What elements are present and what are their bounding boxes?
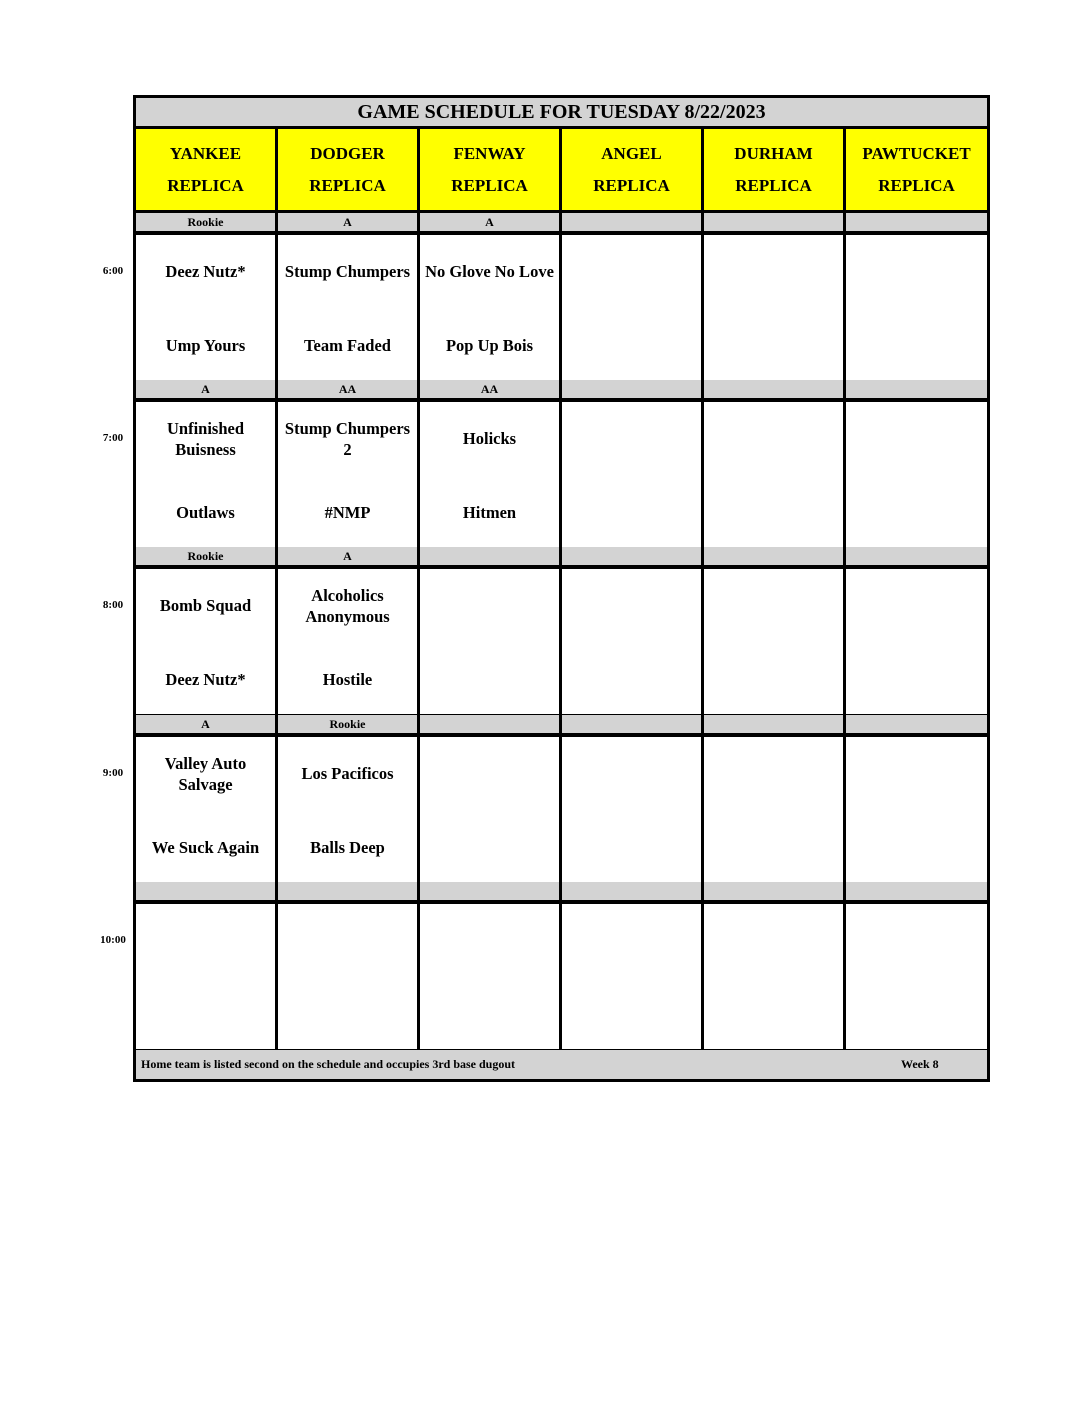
division-label <box>846 213 987 231</box>
away-team <box>422 569 557 642</box>
home-team <box>564 642 699 717</box>
away-team <box>422 904 557 977</box>
home-team <box>564 308 699 383</box>
away-team: Los Pacificos <box>301 764 394 783</box>
home-team <box>706 475 841 550</box>
game-cell <box>420 737 559 882</box>
away-team: Alcoholics Anonymous <box>305 585 390 626</box>
division-label: A <box>136 380 275 398</box>
division-label <box>562 547 701 565</box>
home-team-note: Home team is listed second on the schedule and occupies 3rd base dugout <box>141 1057 516 1071</box>
field-name: ANGEL <box>601 143 662 163</box>
division-label <box>562 882 701 900</box>
time-label: 8:00 <box>102 599 124 611</box>
game-cell <box>420 235 559 380</box>
home-team <box>848 308 985 383</box>
away-team <box>848 904 985 977</box>
home-team <box>848 642 985 717</box>
field-header-dodger <box>278 129 417 210</box>
game-cell <box>278 904 417 1049</box>
away-team <box>138 904 273 977</box>
division-label <box>420 882 559 900</box>
division-label <box>420 715 559 733</box>
away-team: Valley Auto Salvage <box>164 753 247 794</box>
away-team <box>706 235 841 308</box>
game-cell <box>704 402 843 547</box>
game-cell <box>136 569 275 714</box>
away-team <box>422 737 557 810</box>
division-label: AA <box>420 380 559 398</box>
game-cell <box>704 569 843 714</box>
game-cell <box>136 402 275 547</box>
away-team <box>564 402 699 475</box>
game-cell <box>278 402 417 547</box>
away-team: No Glove No Love <box>425 262 554 281</box>
away-team <box>706 402 841 475</box>
game-cell <box>278 569 417 714</box>
schedule-grid <box>133 95 990 1082</box>
away-team <box>564 569 699 642</box>
home-team <box>706 977 841 1052</box>
home-team <box>848 810 985 885</box>
home-team <box>848 475 985 550</box>
home-team <box>422 810 557 885</box>
home-team <box>848 977 985 1052</box>
game-cell <box>562 904 701 1049</box>
home-team: We Suck Again <box>151 838 260 857</box>
home-team: Hostile <box>322 670 373 689</box>
home-team <box>706 308 841 383</box>
away-team: Stump Chumpers 2 <box>284 418 411 459</box>
home-team: Pop Up Bois <box>445 336 534 355</box>
game-cell <box>278 235 417 380</box>
field-name: FENWAY <box>453 143 526 163</box>
division-label: A <box>136 715 275 733</box>
away-team <box>848 235 985 308</box>
game-cell <box>846 235 987 380</box>
game-cell <box>136 904 275 1049</box>
division-label <box>846 715 987 733</box>
game-cell <box>846 569 987 714</box>
footer-bar <box>136 1050 987 1079</box>
away-team: Stump Chumpers <box>284 262 411 281</box>
game-cell <box>562 737 701 882</box>
home-team: Team Faded <box>304 336 391 355</box>
home-team: Balls Deep <box>310 838 385 857</box>
field-type: REPLICA <box>451 175 528 195</box>
division-label <box>704 715 843 733</box>
division-label: A <box>420 213 559 231</box>
field-header-durham <box>704 129 843 210</box>
game-cell <box>846 737 987 882</box>
field-header-pawtucket <box>846 129 987 210</box>
division-label <box>704 380 843 398</box>
division-label: A <box>278 547 417 565</box>
field-type: REPLICA <box>593 175 670 195</box>
home-team <box>138 977 273 1052</box>
field-name: PAWTUCKET <box>862 143 971 163</box>
away-team <box>564 235 699 308</box>
away-team <box>848 737 985 810</box>
away-team <box>848 569 985 642</box>
game-cell <box>562 235 701 380</box>
field-name: YANKEE <box>169 143 242 163</box>
home-team <box>422 642 557 717</box>
home-team <box>564 810 699 885</box>
game-cell <box>136 235 275 380</box>
game-cell <box>278 737 417 882</box>
home-team <box>280 977 415 1052</box>
game-cell <box>846 402 987 547</box>
division-label <box>562 380 701 398</box>
away-team: Holicks <box>462 429 517 448</box>
field-header-yankee <box>136 129 275 210</box>
away-team: Deez Nutz* <box>165 262 246 281</box>
game-cell <box>704 235 843 380</box>
division-label: A <box>278 213 417 231</box>
home-team <box>706 810 841 885</box>
home-team: Outlaws <box>176 503 235 522</box>
division-label <box>278 882 417 900</box>
game-cell <box>136 737 275 882</box>
field-name: DURHAM <box>734 143 813 163</box>
time-label: 10:00 <box>100 934 126 946</box>
home-team: #NMP <box>324 503 371 522</box>
division-label <box>420 547 559 565</box>
time-label: 6:00 <box>102 265 124 277</box>
division-label: Rookie <box>136 547 275 565</box>
home-team <box>564 475 699 550</box>
game-cell <box>420 904 559 1049</box>
division-label <box>846 380 987 398</box>
field-type: REPLICA <box>735 175 812 195</box>
game-cell <box>562 569 701 714</box>
away-team <box>564 737 699 810</box>
time-label: 9:00 <box>102 767 124 779</box>
division-label: AA <box>278 380 417 398</box>
home-team: Ump Yours <box>165 336 246 355</box>
division-label <box>704 547 843 565</box>
division-label <box>846 882 987 900</box>
away-team: Bomb Squad <box>159 596 252 615</box>
game-cell <box>704 904 843 1049</box>
home-team: Hitmen <box>462 503 517 522</box>
game-cell <box>562 402 701 547</box>
away-team <box>848 402 985 475</box>
game-cell <box>420 569 559 714</box>
division-label <box>562 213 701 231</box>
away-team <box>706 737 841 810</box>
away-team <box>564 904 699 977</box>
week-label: Week 8 <box>901 1057 939 1071</box>
division-label <box>136 882 275 900</box>
field-type: REPLICA <box>309 175 386 195</box>
division-label <box>846 547 987 565</box>
away-team <box>706 904 841 977</box>
division-label <box>562 715 701 733</box>
schedule-title: GAME SCHEDULE FOR TUESDAY 8/22/2023 <box>136 98 987 126</box>
division-label: Rookie <box>278 715 417 733</box>
field-header-angel <box>562 129 701 210</box>
field-name: DODGER <box>310 143 385 163</box>
division-label <box>704 213 843 231</box>
away-team: Unfinished Buisness <box>166 418 245 459</box>
division-label <box>704 882 843 900</box>
game-cell <box>846 904 987 1049</box>
game-cell <box>704 737 843 882</box>
time-label: 7:00 <box>102 432 124 444</box>
home-team <box>706 642 841 717</box>
home-team <box>564 977 699 1052</box>
home-team <box>422 977 557 1052</box>
field-type: REPLICA <box>167 175 244 195</box>
away-team <box>706 569 841 642</box>
away-team <box>280 904 415 977</box>
game-cell <box>420 402 559 547</box>
division-label: Rookie <box>136 213 275 231</box>
field-header-fenway <box>420 129 559 210</box>
field-type: REPLICA <box>878 175 955 195</box>
home-team: Deez Nutz* <box>165 670 246 689</box>
